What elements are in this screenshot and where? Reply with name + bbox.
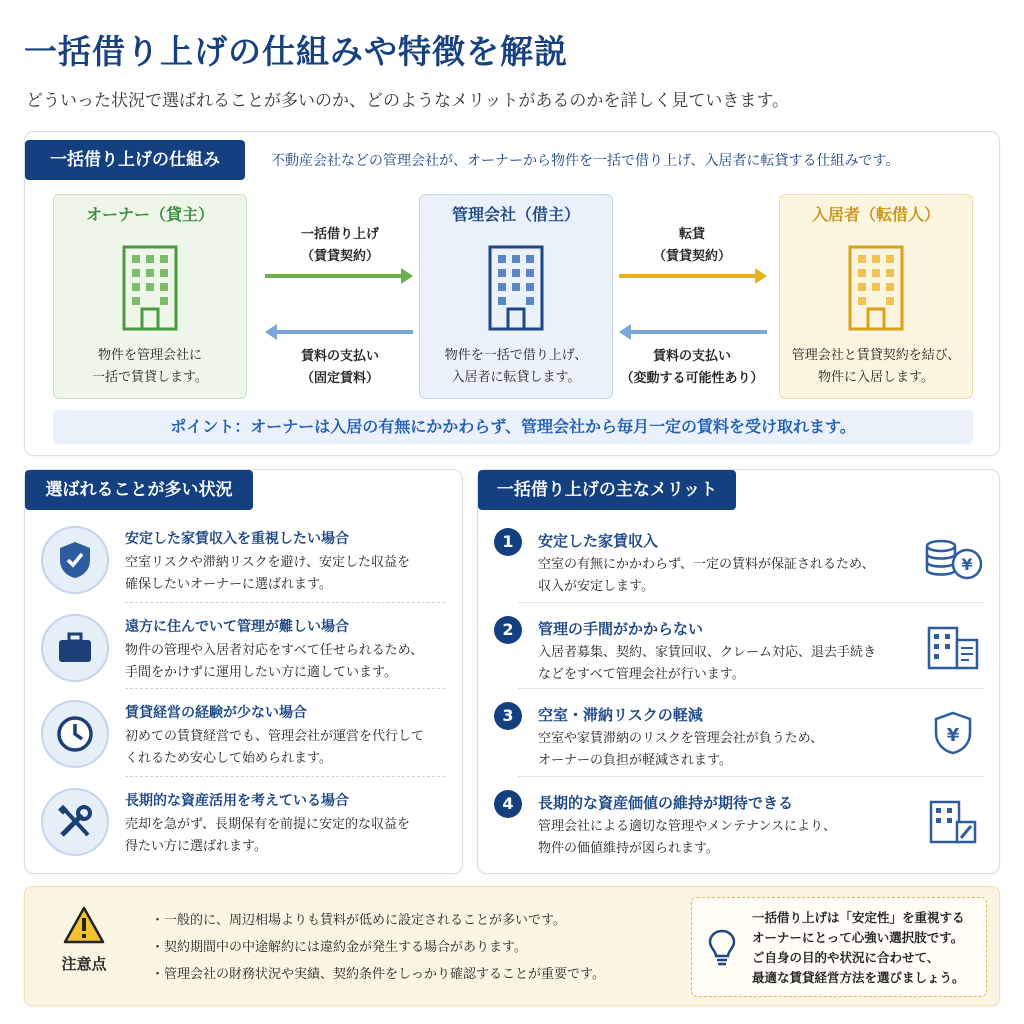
situation-line2: くれるため安心して始められます。 (125, 751, 332, 766)
merit-number: 2 (494, 616, 522, 644)
svg-text:¥: ¥ (946, 725, 960, 746)
situation-title: 長期的な資産活用を考えている場合 (125, 793, 349, 809)
company-text-line2: 入居者に転貸します。 (451, 370, 581, 385)
divider (125, 776, 445, 777)
tenant-card (779, 194, 973, 399)
merit-line1: 入居者募集、契約、家賃回収、クレーム対応、退去手続き (538, 645, 877, 660)
situation-title: 賃貸経営の経験が少ない場合 (125, 705, 307, 721)
flow1-top-sublabel: （賃貸契約） (300, 249, 379, 264)
merit-item (494, 700, 986, 786)
arrow-right-green (263, 266, 415, 286)
situation-item (41, 784, 445, 870)
briefcase-icon (41, 614, 109, 682)
arrow-left-blue (617, 322, 769, 342)
merit-number: 4 (494, 790, 522, 818)
building-icon (420, 243, 612, 333)
company-text-line1: 物件を一括で借り上げ、 (444, 348, 588, 363)
page-subtitle: どういった状況で選ばれることが多いのか、どのようなメリットがあるのかを詳しく見ていきます。 (26, 91, 789, 111)
merit-line2: オーナーの負担が軽減されます。 (538, 753, 732, 768)
situation-item (41, 522, 445, 608)
merit-line1: 管理会社による適切な管理やメンテナンスにより、 (538, 819, 836, 834)
flow1-bottom-label: 賃料の支払い (300, 349, 379, 364)
situation-line2: 確保したいオーナーに選ばれます。 (125, 577, 332, 592)
mechanism-description: 不動産会社などの管理会社が、オーナーから物件を一括で借り上げ、入居者に転貸する仕組みです。 (271, 153, 900, 169)
company-title: 管理会社（借主） (451, 205, 580, 224)
flow2-bottom-label: 賃料の支払い (652, 349, 731, 364)
caution-note: ・契約期間中の中途解約には違約金が発生する場合があります。 (151, 940, 527, 955)
tenant-title: 入居者（転借人） (811, 205, 940, 224)
tip-line: ご自身の目的や状況に合わせて、 (752, 950, 940, 965)
merit-title: 管理の手間がかからない (538, 620, 704, 638)
merit-line1: 空室や家賃滞納のリスクを管理会社が負うため、 (538, 731, 824, 746)
situations-tag: 選ばれることが多い状況 (25, 470, 253, 510)
caution-note: ・管理会社の財務状況や実績、契約条件をしっかり確認することが重要です。 (151, 967, 605, 982)
caution-panel (24, 886, 1000, 1006)
point-banner: ポイント：オーナーは入居の有無にかかわらず、管理会社から毎月一定の賃料を受け取れます。 (53, 410, 973, 444)
merit-title: 長期的な資産価値の維持が期待できる (538, 794, 794, 812)
lightbulb-icon (706, 928, 738, 968)
arrow-left-blue (263, 322, 415, 342)
shield-yen-icon (920, 700, 986, 766)
tenant-text-line2: 物件に入居します。 (818, 370, 934, 385)
divider (518, 688, 984, 689)
divider (125, 688, 445, 689)
flow1-top-label: 一括借り上げ (300, 227, 379, 242)
merit-line2: 物件の価値維持が図られます。 (538, 841, 719, 856)
owner-card (53, 194, 247, 399)
merits-tag: 一括借り上げの主なメリット (478, 470, 736, 510)
situation-item (41, 610, 445, 696)
situation-item (41, 696, 445, 782)
situation-line1: 空室リスクや滞納リスクを避け、安定した収益を (125, 555, 410, 570)
situation-title: 遠方に住んでいて管理が難しい場合 (125, 619, 349, 635)
building-icon (780, 243, 972, 333)
tenant-text-line1: 管理会社と賃貸契約を結び、 (791, 348, 961, 363)
flow2-top-sublabel: （賃貸契約） (652, 249, 731, 264)
merit-title: 空室・滞納リスクの軽減 (538, 706, 703, 724)
tip-line: オーナーにとって心強い選択肢です。 (752, 930, 964, 945)
mechanism-tag: 一括借り上げの仕組み (25, 140, 245, 180)
caution-label: 注意点 (61, 955, 107, 973)
situation-line1: 初めての賃貸経営でも、管理会社が運営を代行して (125, 729, 425, 744)
tip-box (691, 897, 987, 997)
warning-icon (62, 905, 106, 945)
merit-item (494, 526, 986, 612)
caution-note: ・一般的に、周辺相場よりも賃料が低めに設定されることが多いです。 (151, 913, 566, 928)
divider (518, 602, 984, 603)
owner-title: オーナー（貸主） (85, 205, 214, 224)
building-icon (54, 243, 246, 333)
clock-icon (41, 700, 109, 768)
merit-number: 1 (494, 528, 522, 556)
merit-number: 3 (494, 702, 522, 730)
company-card (419, 194, 613, 399)
svg-text:¥: ¥ (961, 555, 973, 574)
tip-line: 一括借り上げは「安定性」を重視する (752, 910, 965, 925)
merit-line2: などをすべて管理会社が行います。 (538, 667, 745, 682)
owner-text-line2: 一括で賃貸します。 (92, 370, 208, 385)
merit-item (494, 788, 986, 874)
tools-icon (41, 788, 109, 856)
flow1-bottom-sublabel: （固定賃料） (300, 371, 379, 386)
coins-yen-icon (920, 526, 986, 592)
owner-text-line1: 物件を管理会社に (97, 348, 202, 363)
situation-title: 安定した家賃収入を重視したい場合 (125, 531, 349, 547)
situation-line2: 手間をかけずに運用したい方に適しています。 (125, 665, 397, 680)
situation-line1: 売却を急がず、長期保有を前提に安定的な収益を (125, 817, 410, 832)
divider (125, 602, 445, 603)
flow2-bottom-sublabel: （変動する可能性あり） (620, 371, 764, 386)
page-title: 一括借り上げの仕組みや特徴を解説 (24, 32, 568, 71)
merit-line2: 収入が安定します。 (538, 579, 654, 594)
building-tools-icon (920, 788, 986, 854)
merits-panel (477, 469, 1000, 874)
divider (518, 776, 984, 777)
building-clipboard-icon (920, 614, 986, 680)
arrow-right-gold (617, 266, 769, 286)
situation-line2: 得たい方に選ばれます。 (125, 839, 267, 854)
merit-title: 安定した家賃収入 (538, 532, 659, 550)
situations-panel (24, 469, 463, 874)
mechanism-panel (24, 131, 1000, 456)
tip-line: 最適な賃貸経営方法を選びましょう。 (752, 970, 965, 985)
situation-line1: 物件の管理や入居者対応をすべて任せられるため、 (125, 643, 424, 658)
shield-check-icon (41, 526, 109, 594)
merit-line1: 空室の有無にかかわらず、一定の賃料が保証されるため、 (538, 557, 875, 572)
flow2-top-label: 転貸 (678, 227, 705, 242)
